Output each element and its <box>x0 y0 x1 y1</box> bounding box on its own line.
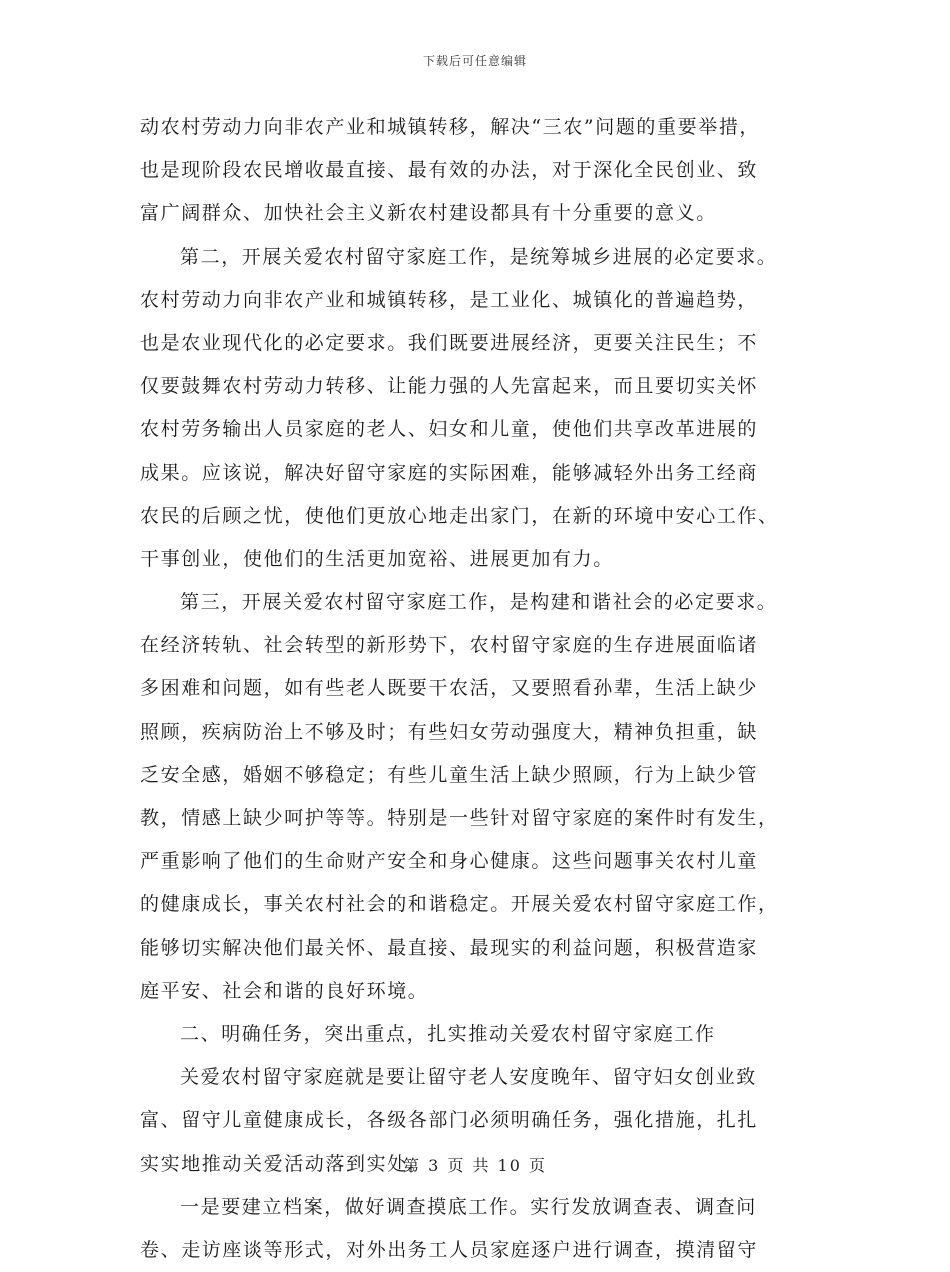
text-line: 的健康成长，事关农村社会的和谐稳定。开展关爱农村留守家庭工作， <box>140 893 779 916</box>
text-line: 一是要建立档案，做好调查摸底工作。实行发放调查表、调查问 <box>180 1195 757 1218</box>
text-line: 卷、走访座谈等形式，对外出务工人员家庭逐户进行调查，摸清留守 <box>140 1238 759 1261</box>
text-line: 干事创业，使他们的生活更加宽裕、进展更加有力。 <box>140 547 614 570</box>
text-line: 农村劳务输出人员家庭的老人、妇女和儿童，使他们共享改革进展的 <box>140 418 759 441</box>
text-line: 庭平安、社会和谐的良好环境。 <box>140 979 429 1002</box>
text-line: 实实地推动关爱活动落到实处。 <box>140 1152 429 1175</box>
document-body <box>140 106 820 1272</box>
text-line: 成果。应该说，解决好留守家庭的实际困难，能够减轻外出务工经商 <box>140 461 759 484</box>
text-line: 富、留守儿童健康成长，各级各部门必须明确任务，强化措施，扎扎 <box>140 1109 759 1132</box>
text-line: 农村劳动力向非农产业和城镇转移，是工业化、城镇化的普遍趋势， <box>140 288 759 311</box>
text-line: 富广阔群众、加快社会主义新农村建设都具有十分重要的意义。 <box>140 202 717 225</box>
text-line: 农民的后顾之忧，使他们更放心地走出家门，在新的环境中安心工作、 <box>140 504 779 527</box>
text-line: 动农村劳动力向非农产业和城镇转移，解决“三农”问题的重要举措， <box>140 116 761 138</box>
text-line: 在经济转轨、社会转型的新形势下，农村留守家庭的生存进展面临诸 <box>140 634 759 657</box>
text-line: 乏安全感，婚姻不够稳定；有些儿童生活上缺少照顾，行为上缺少管 <box>140 763 759 786</box>
text-line: 教，情感上缺少呵护等等。特别是一些针对留守家庭的案件时有发生， <box>140 807 779 829</box>
text-line: 二、明确任务，突出重点，扎实推动关爱农村留守家庭工作 <box>180 1022 716 1045</box>
text-line: 也是现阶段农民增收最直接、最有效的办法，对于深化全民创业、致 <box>140 159 759 182</box>
text-line: 第二，开展关爱农村留守家庭工作，是统筹城乡进展的必定要求。 <box>180 245 778 268</box>
text-line: 严重影响了他们的生命财产安全和身心健康。这些问题事关农村儿童 <box>140 850 759 873</box>
text-line: 多困难和问题，如有些老人既要干农活，又要照看孙辈，生活上缺少 <box>140 677 759 700</box>
text-line: 关爱农村留守家庭就是要让留守老人安度晚年、留守妇女创业致 <box>180 1066 757 1089</box>
page-header: 下载后可任意编辑 <box>422 54 527 68</box>
text-line: 能够切实解决他们最关怀、最直接、最现实的利益问题，积极营造家 <box>140 936 759 959</box>
text-line: 仅要鼓舞农村劳动力转移、让能力强的人先富起来，而且要切实关怀 <box>140 375 759 398</box>
page-footer: 第 3 页 共 10 页 <box>403 1156 547 1175</box>
text-line: 第三，开展关爱农村留守家庭工作，是构建和谐社会的必定要求。 <box>180 591 778 614</box>
text-line: 照顾，疾病防治上不够及时；有些妇女劳动强度大，精神负担重，缺 <box>140 720 759 743</box>
text-line: 也是农业现代化的必定要求。我们既要进展经济，更要关注民生；不 <box>140 331 759 354</box>
